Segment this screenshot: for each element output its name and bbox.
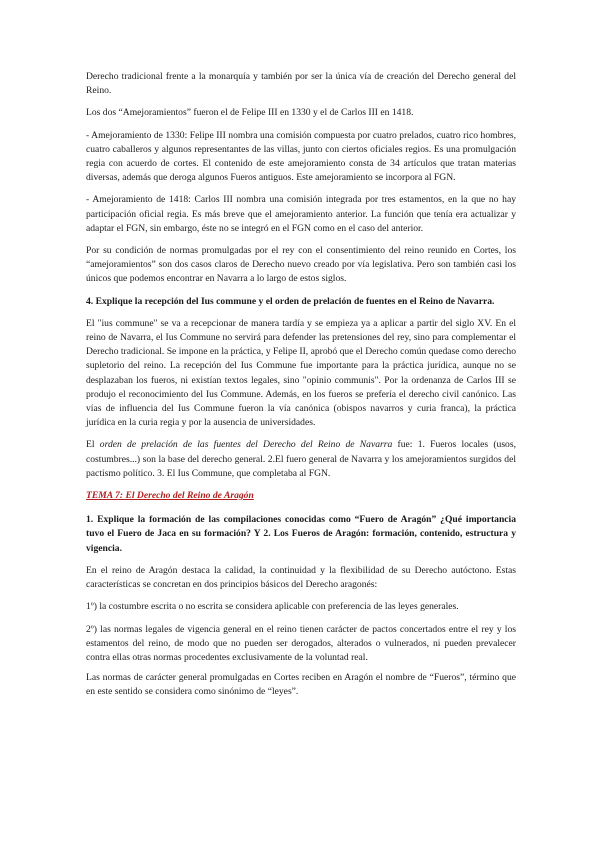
paragraph-aragon-derecho: En el reino de Aragón destaca la calidad, la continuidad y la flexibilidad de su Derecho autóctono. Estas características se concretan en dos principios básicos del Derecho aragonés: (86, 564, 516, 591)
paragraph-amejoramiento-1330: - Amejoramiento de 1330: Felipe III nombra una comisión compuesta por cuatro prelados, cuatro rico hombres, cuatro caballeros y algunos representantes de las villas, junto con ciertos oficiales regios. Es una promulgación regia con acuerdo de cortes. El contenido de este amejoramiento consta de 34 artículos que tratan materias diversas, además que deroga algunos Fueros antiguos. Este amejoramiento se incorpora al FGN. (86, 129, 516, 184)
paragraph-amejoramientos-conclusion: Por su condición de normas promulgadas por el rey con el consentimiento del reino reunido en Cortes, los “amejoramientos” son dos casos claros de Derecho nuevo creado por vía legislativa. Pero son también casi los únicos que podemos encontrar en Navarra a lo largo de estos siglos. (86, 245, 516, 285)
prelacion-intro: El (86, 439, 100, 451)
paragraph-ius-commune: El "ius commune" se va a recepcionar de manera tardía y se empieza ya a aplicar a partir del siglo XV. En el reino de Navarra, el Ius Commune no servirá para defender las pretensiones del rey, sino para complementar el Derecho tradicional. Se impone en la práctica, y Felipe II, aprobó que el Derecho común quedase como derecho supletorio del reino. La recepción del Ius Commune fue importante para la práctica jurídica, aunque no se desplazaban los fueros, ni existían textos legales, sino "opinio communis". Por la ordenanza de Carlos III se produjo el reconocimiento del Ius Commune. Además, en los fueros se prefería el derecho civil canónico. Las vías de influencia del Ius Commune fueron la vía canónica (obispos navarros y curia franca), la práctica jurídica en la curia regia y por la ausencia de universidades. (86, 317, 516, 429)
question-4-heading: 4. Explique la recepción del Ius commune y el orden de prelación de fuentes en el Reino de Navarra. (86, 295, 495, 307)
prelacion-rest: fue: 1. Fueros locales (usos, costumbres...) son la base del derecho general. 2.El fuero general de Navarra y los amejoramientos surgidos del pactismo político. 3. El Ius Commune, que completaba al FGN. (86, 439, 516, 479)
paragraph-principio-1: 1º) la costumbre escrita o no escrita se considera aplicable con preferencia de las leyes generales. (86, 601, 459, 613)
document-body (86, 70, 516, 708)
paragraph-amejoramientos-summary: Los dos “Amejoramientos” fueron el de Felipe III en 1330 y el de Carlos III en 1418. (86, 107, 414, 119)
paragraph-fueros-definition: Las normas de carácter general promulgadas en Cortes reciben en Aragón el nombre de “Fueros”, término que en este sentido se considera como sinónimo de “leyes”. (86, 672, 516, 698)
tema-7-heading: TEMA 7: El Derecho del Reino de Aragón (86, 490, 254, 502)
paragraph-amejoramiento-1418: - Amejoramiento de 1418: Carlos III nombra una comisión integrada por tres estamentos, en la que no hay participación oficial regia. Es más breve que el amejoramiento anterior. La función que tenía era actualizar y adaptar el FGN, sin embargo, éste no se integró en el FGN como en el caso del anterior. (86, 194, 516, 234)
paragraph-intro-continuation: Derecho tradicional frente a la monarquía y también por ser la única vía de creación del Derecho general del Reino. (86, 71, 516, 97)
paragraph-principio-2: 2º) las normas legales de vigencia general en el reino tienen carácter de pactos concertados entre el rey y los estamentos del reino, de modo que no pueden ser derogados, alterados o vulnerados, ni pueden prevalecer contra ellas otras normas procedentes exclusivamente de la voluntad real. (86, 623, 516, 663)
question-1-heading: 1. Explique la formación de las compilaciones conocidas como “Fuero de Aragón” ¿Qué importancia tuvo el Fuero de Jaca en su formación? Y 2. Los Fueros de Aragón: formación, contenido, estructura y vigencia. (86, 514, 516, 554)
prelacion-italic: orden de prelación de las fuentes del Derecho del Reino de Navarra (99, 439, 393, 451)
paragraph-prelacion-fuentes (86, 438, 516, 481)
